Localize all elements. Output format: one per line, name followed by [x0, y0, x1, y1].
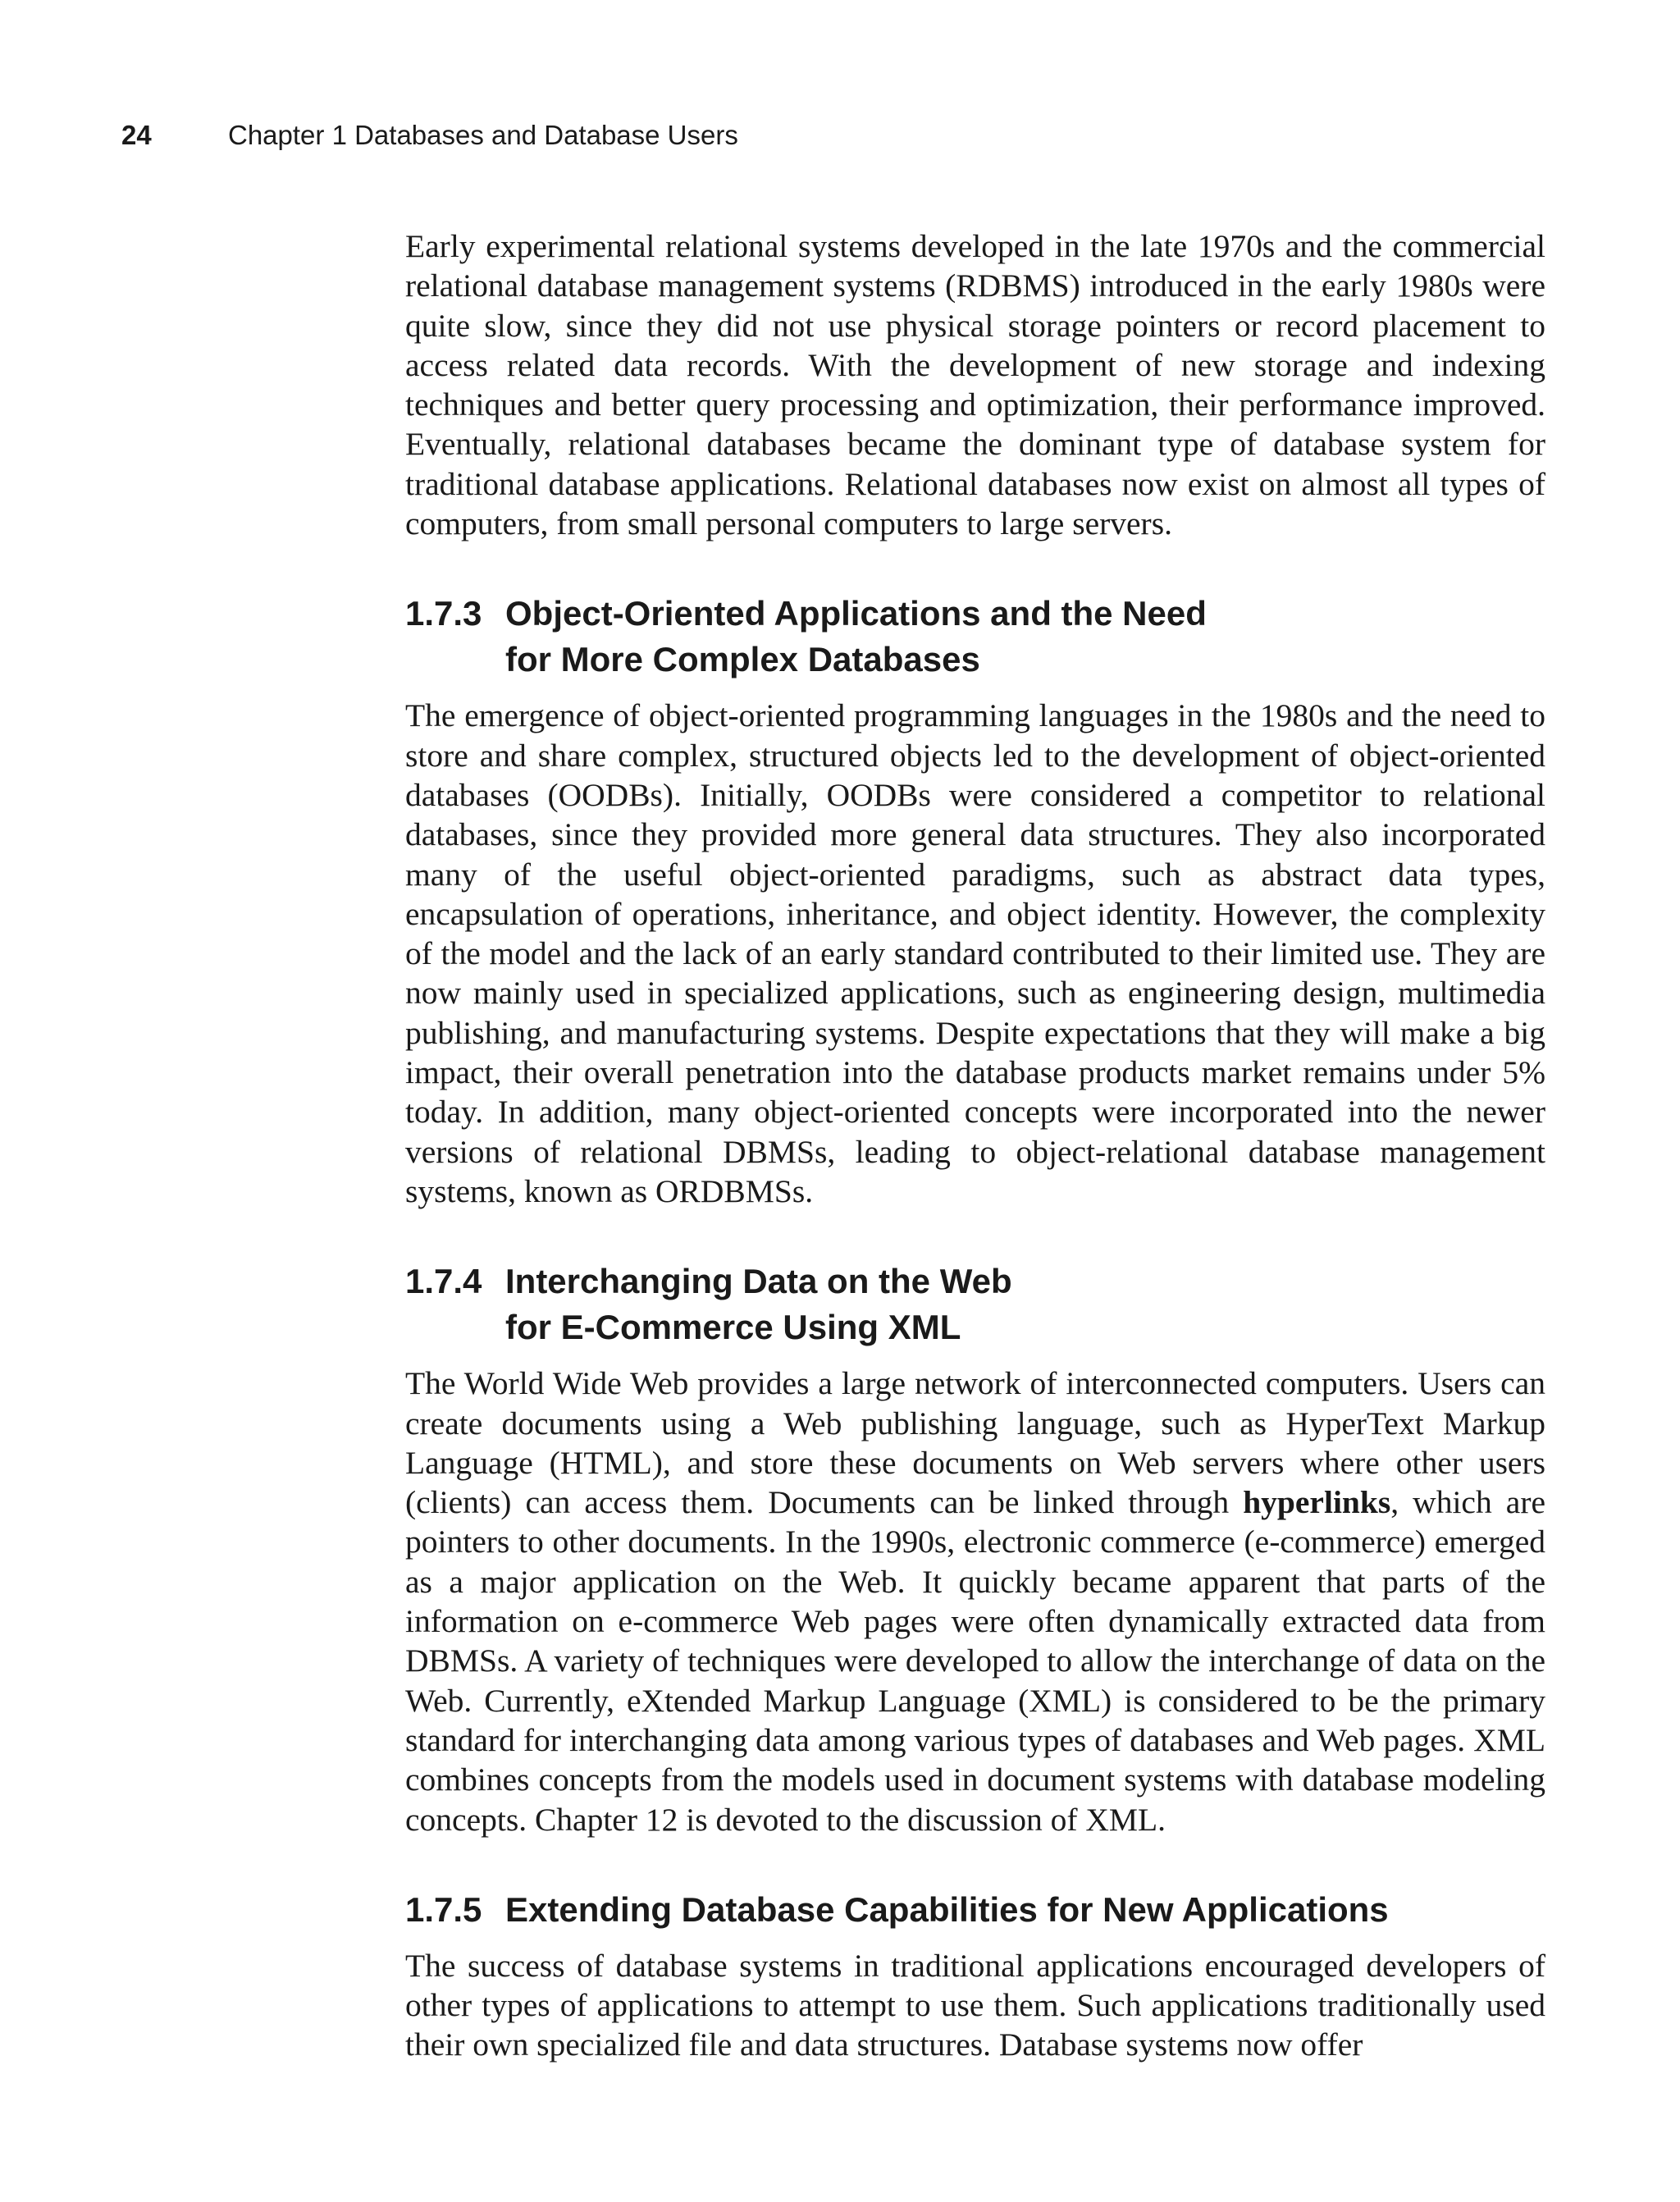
- section-title: [505, 591, 1545, 683]
- section-title: [505, 1259, 1545, 1350]
- section-title-line: Interchanging Data on the Web: [505, 1262, 1012, 1301]
- section-number: 1.7.5: [405, 1889, 482, 1929]
- page-body: [405, 226, 1545, 2065]
- section-title-line: for More Complex Databases: [505, 640, 980, 679]
- section-paragraph: The emergence of object-oriented programming languages in the 1980s and the need to store and share complex, structured objects led to the development of object-oriented databases (OODBs). Initially, OODBs were considered a competitor to relational databases, since they provided more general data structures. They also incorporated many of the useful object-oriented paradigms, such as abstract data types, encapsulation of operations, inheritance, and object identity. However, the complexity of the model and the lack of an early standard contributed to their limited use. They are now mainly used in specialized applications, such as engineering design, multimedia publishing, and manufacturing systems. Despite expectations that they will make a big impact, their overall penetration into the database products market remains under 5% today. In addition, many object-oriented concepts were incorporated into the newer versions of relational DBMSs, leading to object-relational database management systems, known as ORDBMSs.: [405, 697, 1545, 1209]
- running-head: [121, 120, 738, 156]
- section-title: [505, 1887, 1545, 1933]
- section-number: 1.7.3: [405, 594, 482, 633]
- paragraph-text: The World Wide Web provides a large network of interconnected computers. Users can create documents using a Web publishing language, such as HyperText Markup Language (HTML), and store these documents on Web servers where other users (clients) can access them. Documents can be linked through: [405, 1365, 1545, 1521]
- paragraph-text: , which are pointers to other documents. In the 1990s, electronic commerce (e-commerce) emerged as a major application on the Web. It quickly became apparent that parts of the information on e-commerce Web pages were often dynamically extracted data from DBMSs. A variety of techniques were developed to allow the interchange of data on the Web. Currently, eXtended Markup Language (XML) is considered to be the primary standard for interchanging data among various types of databases and Web pages. XML combines concepts from the models used in document systems with database modeling concepts. Chapter 12 is devoted to the discussion of XML.: [405, 1484, 1546, 1838]
- chapter-title: Chapter 1 Databases and Database Users: [228, 120, 738, 150]
- section-title-line: Extending Database Capabilities for New Applications: [505, 1889, 1389, 1929]
- section-paragraph: [405, 1364, 1545, 1839]
- section-title-line: for E-Commerce Using XML: [505, 1308, 961, 1347]
- section-title-line: Object-Oriented Applications and the Need: [505, 594, 1207, 633]
- section-heading: [405, 1259, 1545, 1350]
- section-heading: [405, 591, 1545, 683]
- section-paragraph: The success of database systems in traditional applications encouraged developers of other types of applications to attempt to use them. Such applications traditionally used their own specialized file and data structures. Database systems now offer: [405, 1947, 1545, 2063]
- section-1-7-4: [405, 1259, 1545, 1839]
- section-number: 1.7.4: [405, 1262, 482, 1301]
- section-1-7-3: [405, 591, 1545, 1211]
- intro-paragraph: Early experimental relational systems developed in the late 1970s and the commercial relational database management systems (RDBMS) introduced in the early 1980s were quite slow, since they did not use physical storage pointers or record placement to access related data records. With the development of new storage and indexing techniques and better query processing and optimization, their performance improved. Eventually, relational databases became the dominant type of database system for traditional database applications. Relational databases now exist on almost all types of computers, from small personal computers to large servers.: [405, 228, 1545, 542]
- section-1-7-5: [405, 1887, 1545, 2065]
- key-term: hyperlinks: [1243, 1484, 1391, 1521]
- page-number: 24: [121, 120, 152, 150]
- section-heading: [405, 1887, 1545, 1933]
